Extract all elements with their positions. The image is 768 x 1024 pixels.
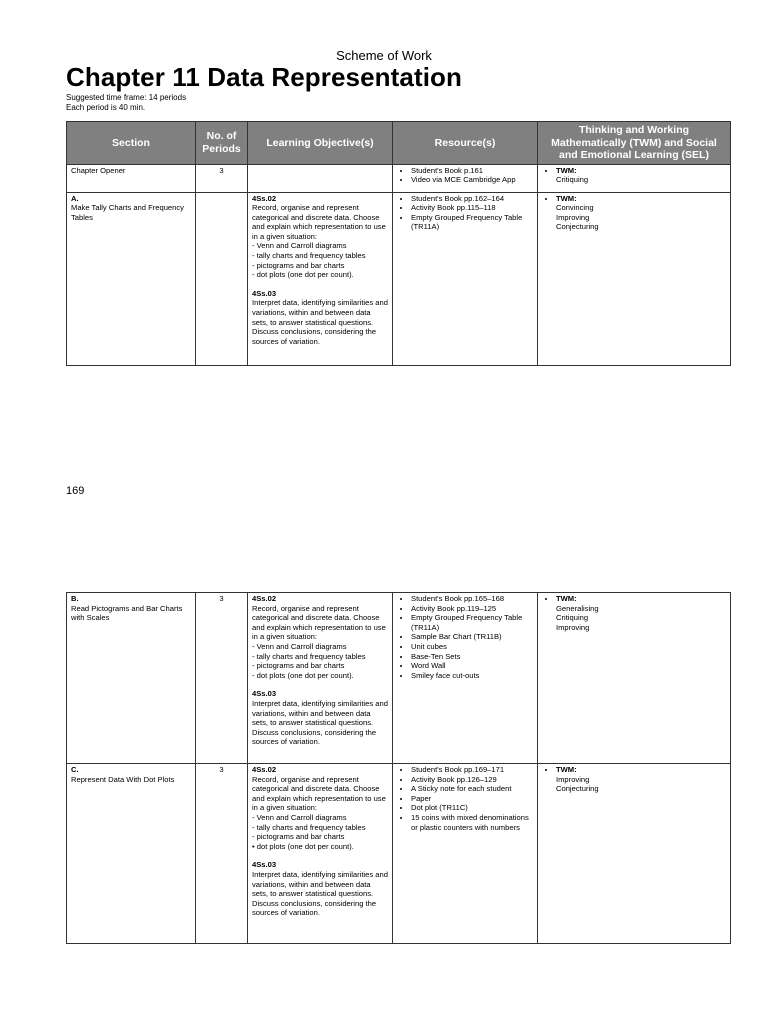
resource-item: • Word Wall: [411, 661, 533, 671]
table-row: [67, 164, 731, 192]
twm-item: Improving: [556, 212, 590, 222]
objectives-cell: [248, 593, 393, 764]
objective-code: 4Ss.02: [252, 594, 277, 603]
twm-item: Critiquing: [556, 613, 589, 623]
objective-code: 4Ss.03: [252, 860, 277, 870]
resource-item: • Student's Book p.161: [411, 166, 533, 176]
header-objectives: Learning Objective(s): [248, 122, 393, 165]
objective-list-item: • dot plots (one dot per count).: [252, 841, 354, 851]
twm-cell: [538, 164, 731, 192]
twm-item: Conjecturing: [556, 222, 599, 232]
resources-list: [397, 594, 533, 680]
twm-list: [542, 166, 726, 176]
periods-cell: [196, 192, 248, 365]
resources-list: [397, 166, 533, 185]
chapter-title: Chapter 11 Data Representation: [66, 62, 463, 92]
header-section: Section: [67, 122, 196, 165]
resources-cell: [393, 764, 538, 944]
twm-label: TWM:: [556, 594, 577, 603]
objective-code: 4Ss.02: [252, 765, 277, 774]
twm-items: [542, 203, 726, 232]
resource-item: • Paper: [411, 794, 533, 804]
periods-cell: 3: [196, 764, 248, 944]
objective-text: Interpret data, identifying similarities and variations, within and between data sets, to answer statistical questions. Discuss conclusions, considering the sources of variation.: [252, 869, 388, 918]
twm-cell: [538, 192, 731, 365]
objective-list-item: - dot plots (one dot per count).: [252, 670, 354, 680]
objectives-cell: [248, 164, 393, 192]
periods-cell: 3: [196, 164, 248, 192]
resource-item: • Activity Book pp.126–129: [411, 775, 533, 785]
objective-list-item: - pictograms and bar charts: [252, 260, 345, 270]
twm-list: [542, 765, 726, 775]
section-name: Represent Data With Dot Plots: [71, 774, 175, 784]
twm-item: Conjecturing: [556, 784, 599, 794]
twm-items: [542, 775, 726, 794]
resource-item: • Activity Book pp.119–125: [411, 604, 533, 614]
objective-code: 4Ss.03: [252, 288, 277, 298]
objectives-cell: [248, 192, 393, 365]
resource-item: • A Sticky note for each student: [411, 784, 533, 794]
resources-list: [397, 194, 533, 232]
twm-item: Critiquing: [556, 175, 589, 185]
objective-list-item: - tally charts and frequency tables: [252, 822, 366, 832]
page-number: 169: [66, 485, 85, 497]
spacer: [252, 851, 388, 860]
scheme-table-1: [66, 121, 731, 366]
resource-item: • 15 coins with mixed denominations or plastic counters with numbers: [411, 813, 533, 832]
twm-label-item: [556, 594, 726, 604]
section-cell: [67, 764, 196, 944]
objective-text: Interpret data, identifying similarities and variations, within and between data sets, to answer statistical questions. Discuss conclusions, considering the sources of variation.: [252, 698, 388, 747]
resource-item: • Unit cubes: [411, 642, 533, 652]
time-frame: Suggested time frame: 14 periods: [66, 93, 187, 102]
twm-label: TWM:: [556, 193, 577, 203]
twm-list: [542, 594, 726, 604]
spacer: [252, 280, 388, 289]
resource-item: • Dot plot (TR11C): [411, 803, 533, 813]
objective-text: Record, organise and represent categorical and discrete data. Choose and explain which representation to use in a given situation:: [252, 203, 386, 241]
twm-item: Improving: [556, 622, 590, 632]
section-cell: [67, 164, 196, 192]
twm-items: [542, 175, 726, 185]
section-name: Read Pictograms and Bar Charts with Scales: [71, 603, 183, 623]
objective-text: Interpret data, identifying similarities and variations, within and between data sets, to answer statistical questions. Discuss conclusions, considering the sources of variation.: [252, 298, 388, 346]
resources-cell: [393, 192, 538, 365]
objective-list-item: - pictograms and bar charts: [252, 832, 345, 842]
objective-list-item: - tally charts and frequency tables: [252, 251, 366, 261]
resource-item: • Smiley face cut-outs: [411, 671, 533, 681]
section-letter: C.: [71, 765, 79, 774]
objective-text: Record, organise and represent categorical and discrete data. Choose and explain which representation to use in a given situation:: [252, 774, 386, 813]
section-letter: A.: [71, 193, 79, 203]
header-twm: Thinking and Working Mathematically (TWM) and Social and Emotional Learning (SEL): [538, 122, 731, 165]
twm-label: TWM:: [556, 165, 577, 175]
resource-item: • Video via MCE Cambridge App: [411, 175, 533, 185]
resources-list: [397, 765, 533, 832]
twm-list: [542, 194, 726, 204]
twm-label-item: [556, 765, 726, 775]
table-row: [67, 764, 731, 944]
section-name: Make Tally Charts and Frequency Tables: [71, 203, 184, 222]
objective-list-item: - Venn and Carroll diagrams: [252, 812, 347, 822]
resource-item: • Sample Bar Chart (TR11B): [411, 632, 533, 642]
resource-item: • Activity Book pp.115–118: [411, 203, 533, 213]
resources-cell: [393, 164, 538, 192]
objectives-cell: [248, 764, 393, 944]
resource-item: • Empty Grouped Frequency Table (TR11A): [411, 213, 533, 232]
resource-item: • Student's Book pp.162–164: [411, 194, 533, 204]
table-row: [67, 593, 731, 764]
objective-list-item: - Venn and Carroll diagrams: [252, 241, 347, 251]
twm-label: TWM:: [556, 765, 577, 774]
objective-list-item: - pictograms and bar charts: [252, 661, 345, 671]
objective-text: Record, organise and represent categorical and discrete data. Choose and explain which representation to use in a given situation:: [252, 603, 386, 642]
resource-item: • Student's Book pp.169–171: [411, 765, 533, 775]
twm-items: [542, 604, 726, 633]
periods-cell: 3: [196, 593, 248, 764]
objective-code: 4Ss.02: [252, 193, 277, 203]
scheme-label: Scheme of Work: [336, 48, 432, 63]
objective-list-item: - dot plots (one dot per count).: [252, 270, 354, 280]
twm-item: Improving: [556, 774, 590, 784]
twm-label-item: [556, 166, 726, 176]
section-cell: [67, 192, 196, 365]
header-periods: No. of Periods: [196, 122, 248, 165]
twm-item: Generalising: [556, 603, 599, 613]
resource-item: • Base-Ten Sets: [411, 652, 533, 662]
twm-item: Convincing: [556, 203, 594, 213]
resource-item: • Empty Grouped Frequency Table (TR11A): [411, 613, 533, 632]
objective-code: 4Ss.03: [252, 689, 277, 699]
twm-cell: [538, 593, 731, 764]
section-letter: B.: [71, 594, 79, 603]
objective-list-item: - tally charts and frequency tables: [252, 651, 366, 661]
scheme-table-2: [66, 592, 731, 944]
resource-item: • Student's Book pp.165–168: [411, 594, 533, 604]
table-row: [67, 192, 731, 365]
resources-cell: [393, 593, 538, 764]
header-resources: Resource(s): [393, 122, 538, 165]
period-length: Each period is 40 min.: [66, 103, 146, 112]
objective-list-item: - Venn and Carroll diagrams: [252, 641, 347, 651]
spacer: [252, 680, 388, 689]
section-name: Chapter Opener: [71, 165, 126, 175]
twm-label-item: [556, 194, 726, 204]
twm-cell: [538, 764, 731, 944]
section-cell: [67, 593, 196, 764]
